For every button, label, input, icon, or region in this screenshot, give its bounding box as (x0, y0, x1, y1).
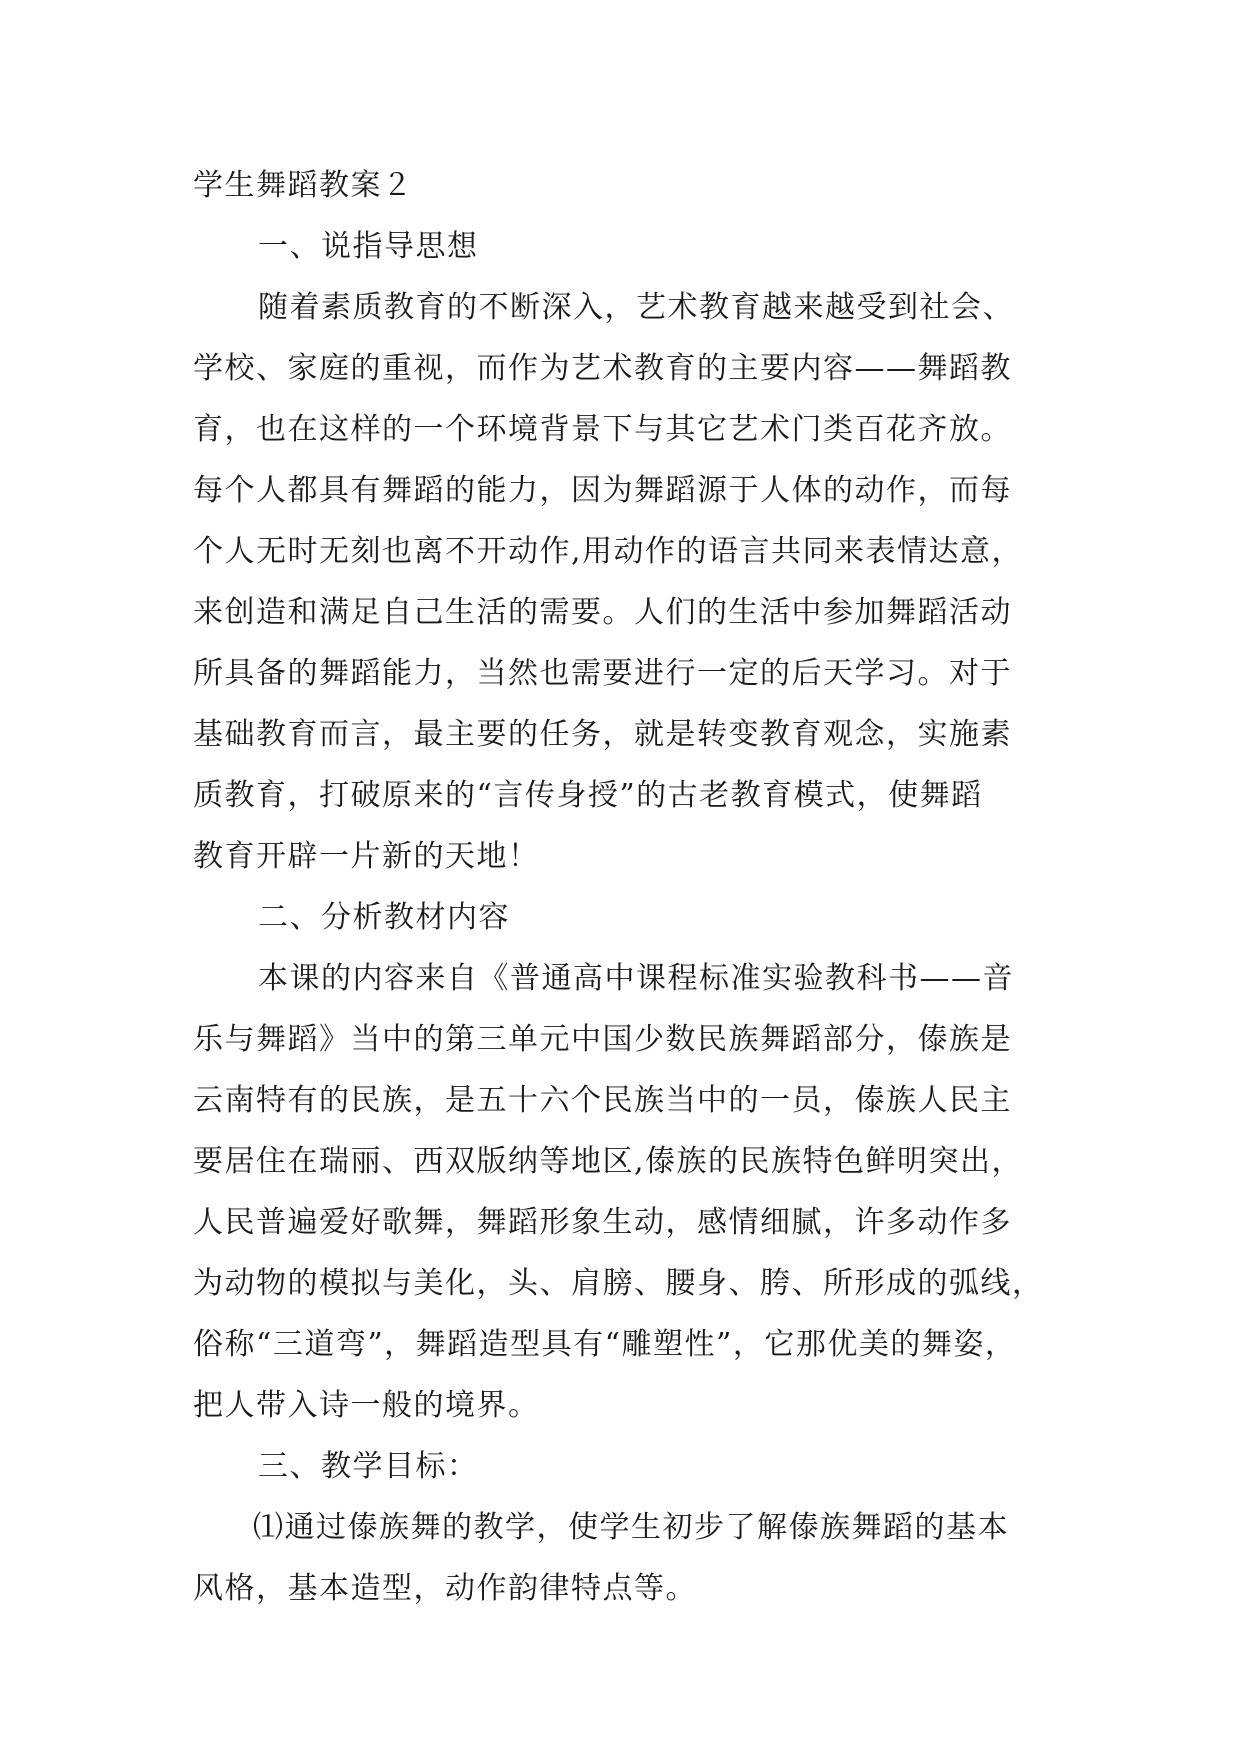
paragraph-line: 育，也在这样的一个环境背景下与其它艺术门类百花齐放。 (193, 412, 1012, 447)
paragraph-line: 人民普遍爱好歌舞，舞蹈形象生动，感情细腻，许多动作多 (193, 1205, 1012, 1240)
paragraph-line: 基础教育而言，最主要的任务，就是转变教育观念，实施素 (193, 717, 1012, 752)
paragraph-line: ⑴通过傣族舞的教学，使学生初步了解傣族舞蹈的基本 (253, 1510, 1009, 1545)
section-heading-guiding-ideology: 一、说指导思想 (258, 229, 479, 264)
section-heading-teaching-objectives: 三、教学目标： (258, 1449, 479, 1484)
paragraph-line: 教育开辟一片新的天地！ (193, 839, 540, 874)
paragraph-line: 个人无时无刻也离不开动作,用动作的语言共同来表情达意， (193, 534, 1024, 569)
paragraph-line: 随着素质教育的不断深入，艺术教育越来越受到社会、 (258, 290, 1014, 325)
paragraph-line: 每个人都具有舞蹈的能力，因为舞蹈源于人体的动作，而每 (193, 473, 1012, 508)
paragraph-line: 学校、家庭的重视，而作为艺术教育的主要内容——舞蹈教 (193, 351, 1012, 386)
section-heading-textbook-analysis: 二、分析教材内容 (258, 900, 510, 935)
paragraph-line: 风格，基本造型，动作韵律特点等。 (193, 1571, 697, 1606)
paragraph-line: 把人带入诗一般的境界。 (193, 1388, 540, 1423)
paragraph-line: 质教育，打破原来的“言传身授”的古老教育模式，使舞蹈 (193, 778, 983, 813)
paragraph-line: 所具备的舞蹈能力，当然也需要进行一定的后天学习。对于 (193, 656, 1012, 691)
paragraph-line: 本课的内容来自《普通高中课程标准实验教科书——音 (258, 961, 1014, 996)
paragraph-line: 来创造和满足自己生活的需要。人们的生活中参加舞蹈活动 (193, 595, 1012, 630)
paragraph-line: 俗称“三道弯”，舞蹈造型具有“雕塑性”，它那优美的舞姿， (193, 1327, 1017, 1362)
paragraph-line: 要居住在瑞丽、西双版纳等地区,傣族的民族特色鲜明突出， (193, 1144, 1024, 1179)
document-title: 学生舞蹈教案２ (193, 168, 414, 203)
paragraph-line: 云南特有的民族，是五十六个民族当中的一员，傣族人民主 (193, 1083, 1012, 1118)
paragraph-line: 乐与舞蹈》当中的第三单元中国少数民族舞蹈部分，傣族是 (193, 1022, 1012, 1057)
paragraph-line: 为动物的模拟与美化，头、肩膀、腰身、胯、所形成的弧线， (193, 1266, 1044, 1301)
